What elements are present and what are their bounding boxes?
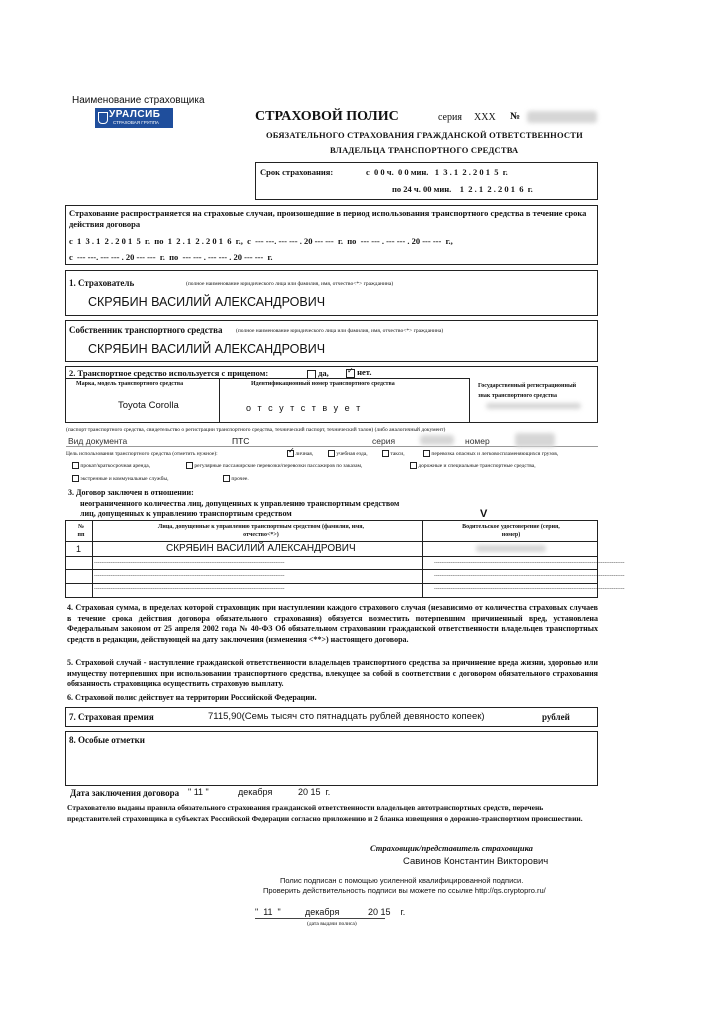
purpose-training-checkbox: [328, 450, 335, 457]
term-to: по 24 ч. 00 мин. 1 2 . 1 2 . 2 0 1 6 г.: [392, 184, 533, 194]
coverage-line-1: с 1 3 . 1 2 . 2 0 1 5 г. по 1 2 . 1 2 . 2 0 1 6 г., с --- ---. --- --- . 20 --- --- г. по --- --- . --- --- . 20 --- --- г.,: [69, 236, 453, 246]
sign-note-2: Проверить действительность подписи вы можете по ссылке http://qs.cryptopro.ru/: [263, 886, 546, 895]
owner-hint: (полное наименование юридического лица или фамилия, имя, отчество<*> гражданина): [236, 328, 444, 334]
signed-month: декабря: [238, 787, 273, 797]
doc-number-label: номер: [465, 436, 490, 446]
notes-box: [65, 731, 598, 786]
issue-hint: (дата выдачи полиса): [307, 921, 357, 927]
signed-year: 20 15 г.: [298, 787, 331, 797]
owner-box: [65, 320, 598, 362]
col-person: Лица, допущенные к управлению транспортным средством (фамилия, имя, отчество<*>): [157, 524, 365, 538]
trailer-no-checkbox: [346, 369, 355, 378]
issue-month: декабря: [305, 907, 340, 917]
premium-label: 7. Страховая премия: [69, 712, 154, 722]
purpose-rental: прокат/краткосрочная аренда,: [72, 462, 150, 469]
row-4-license: --------------------------------------------------------------------------------------------------------: [434, 586, 625, 592]
doc-series-label: серия: [372, 436, 396, 446]
premium-box: [65, 707, 598, 727]
series-value: ХХХ: [474, 112, 496, 123]
issued-text: Страхователю выданы правила обязательного страхования гражданской ответственности владельцев автотранспортных средств, перечень представителей страховщика в субъектах Российской Федерации согласно приложению и 2 бланка извещения о дорожно-транспортном происшествии.: [67, 803, 583, 823]
purpose-taxi-checkbox: [382, 450, 389, 457]
row-2-person: --------------------------------------------------------------------------------------------------------: [94, 560, 285, 566]
owner-label: Собственник транспортного средства: [69, 325, 223, 335]
subtitle-1: ОБЯЗАТЕЛЬНОГО СТРАХОВАНИЯ ГРАЖДАНСКОЙ ОТВЕТСТВЕННОСТИ: [266, 130, 583, 140]
number-label: №: [510, 111, 521, 122]
signed-day: " 11 ": [188, 787, 209, 797]
row-1-no: 1: [76, 544, 82, 554]
insurant-hint: (полное наименование юридического лица или фамилия, имя, отчество<*> гражданина): [186, 281, 394, 287]
row-2-license: --------------------------------------------------------------------------------------------------------: [434, 560, 625, 566]
vehicle-model: Toyota Corolla: [118, 400, 179, 411]
col-license: Водительское удостоверение (серия, номер): [462, 524, 560, 538]
col-vin: Идентификационный номер транспортного средства: [251, 381, 395, 387]
purpose-other: прочее.: [223, 475, 249, 482]
issue-day: " 11 ": [255, 907, 281, 917]
agent-name: Савинов Константин Викторович: [403, 856, 549, 867]
series-label: серия: [438, 112, 462, 123]
trailer-no: ✓ нет.: [346, 367, 371, 378]
purpose-training: учебная езда,: [328, 450, 368, 457]
clause-5: 5. Страховой случай - наступление гражданской ответственности владельцев транспортного средства за причинение вреда жизни, здоровью или имуществу потерпевших при использовании транспортного средства, влекущее за собой в соответствии с договором обязательного страхования обязанность страховщика осуществить страховую выплату.: [67, 658, 598, 688]
purpose-personal: ✓ личная,: [287, 450, 313, 457]
coverage-box: [65, 205, 598, 265]
term-box: [255, 162, 598, 200]
insurant-name: СКРЯБИН ВАСИЛИЙ АЛЕКСАНДРОВИЧ: [88, 295, 326, 309]
purpose-passenger-checkbox: [186, 462, 193, 469]
coverage-text: Страхование распространяется на страховые случаи, произошедшие в период использования транспортного средства в течение срока действия договора: [69, 208, 587, 229]
contract-opt-2: лиц, допущенных к управлению транспортным средством: [80, 509, 292, 518]
purpose-taxi: такси,: [382, 450, 405, 457]
col-no: № пп: [77, 524, 85, 538]
row-1-person: СКРЯБИН ВАСИЛИЙ АЛЕКСАНДРОВИЧ: [166, 543, 356, 554]
doc-type: ПТС: [232, 436, 250, 446]
purpose-personal-checkbox: [287, 450, 294, 457]
doc-type-label: Вид документа: [68, 436, 128, 446]
term-label: Срок страхования:: [260, 167, 334, 177]
col-model: Марка, модель транспортного средства: [76, 381, 184, 387]
vehicle-vin: о т с у т с т в у е т: [246, 403, 363, 413]
purpose-special: дорожные и специальные транспортные средства,: [410, 462, 536, 469]
purpose-passenger: регулярные пассажирские перевозки/перевозки пассажиров по заказам,: [186, 462, 362, 469]
clause-4: 4. Страховая сумма, в пределах которой страховщик при наступлении каждого страхового случая (независимо от количества страховых случаев в течение срока действия договора обязательного страхования) обязуется возместить потерпевшим причиненный вред, установлена Федеральным законом от 25 апреля 2002 года № 40-ФЗ Об обязательном страховании гражданской ответственности владельцев транспортных средств в редакции, действующей на дату заключения (изменения <**>) настоящего договора.: [67, 603, 598, 644]
clause-6: 6. Страховой полис действует на территории Российской Федерации.: [67, 693, 317, 702]
purpose-other-checkbox: [223, 475, 230, 482]
purpose-dangerous-checkbox: [423, 450, 430, 457]
purpose-special-checkbox: [410, 462, 417, 469]
contract-label: 3. Договор заключен в отношении:: [68, 488, 194, 497]
insurant-box: [65, 270, 598, 316]
purpose-emergency: экстренные и коммунальные службы,: [72, 475, 168, 482]
owner-name: СКРЯБИН ВАСИЛИЙ АЛЕКСАНДРОВИЧ: [88, 342, 326, 356]
col-reg: Государственный регистрационный знак транспортного средства: [478, 383, 577, 399]
notes-label: 8. Особые отметки: [69, 735, 145, 745]
purpose-label: Цель использования транспортного средства (отметить нужное):: [66, 451, 218, 457]
premium-value: 7115,90(Семь тысяч сто пятнадцать рублей девяносто копеек): [208, 711, 485, 722]
coverage-line-2: с --- ---. --- --- . 20 --- --- г. по --- --- . --- --- . 20 --- --- г.: [69, 252, 273, 262]
row-1-license-redacted: [476, 545, 546, 552]
term-from: с 0 0 ч. 0 0 мин. 1 3 . 1 2 . 2 0 1 5 г.: [366, 167, 508, 177]
insurant-label: 1. Страхователь: [69, 278, 135, 288]
issue-year: 20 15 г.: [368, 907, 406, 917]
row-3-license: --------------------------------------------------------------------------------------------------------: [434, 573, 625, 579]
agent-label: Страховщик/представитель страховщика: [370, 843, 533, 853]
purpose-emergency-checkbox: [72, 475, 79, 482]
policy-title: СТРАХОВОЙ ПОЛИС: [255, 109, 399, 124]
row-3-person: --------------------------------------------------------------------------------------------------------: [94, 573, 285, 579]
trailer-label: 2. Транспортное средство используется с прицепом:: [69, 368, 269, 378]
insurer-label: Наименование страховщика: [72, 95, 205, 106]
subtitle-2: ВЛАДЕЛЬЦА ТРАНСПОРТНОГО СРЕДСТВА: [330, 145, 519, 155]
row-4-person: --------------------------------------------------------------------------------------------------------: [94, 586, 285, 592]
doc-series-redacted: [420, 435, 454, 445]
contract-opt-1: неограниченного количества лиц, допущенных к управлению транспортным средством: [80, 499, 400, 508]
purpose-dangerous: перевозка опасных и легковоспламеняющихся грузов,: [423, 450, 558, 457]
vehicle-box: [65, 366, 598, 423]
reg-number-redacted: [486, 403, 581, 409]
doc-number-redacted: [515, 433, 555, 447]
policy-number-redacted: [527, 111, 597, 123]
logo-shield-icon: [98, 112, 108, 124]
contract-mark: V: [480, 508, 488, 520]
drivers-table: [65, 520, 625, 598]
trailer-yes: да,: [307, 368, 329, 379]
insurer-logo: УРАЛСИБ СТРАХОВАЯ ГРУППА: [95, 108, 173, 128]
doc-hint: (паспорт транспортного средства, свидетельство о регистрации транспортного средства, технический паспорт, технический талон) (либо аналогичный документ): [66, 427, 446, 433]
signed-label: Дата заключения договора: [70, 788, 180, 798]
purpose-rental-checkbox: [72, 462, 79, 469]
sign-note-1: Полис подписан с помощью усиленной квалифицированной подписи.: [280, 876, 524, 885]
premium-unit: рублей: [542, 712, 570, 722]
